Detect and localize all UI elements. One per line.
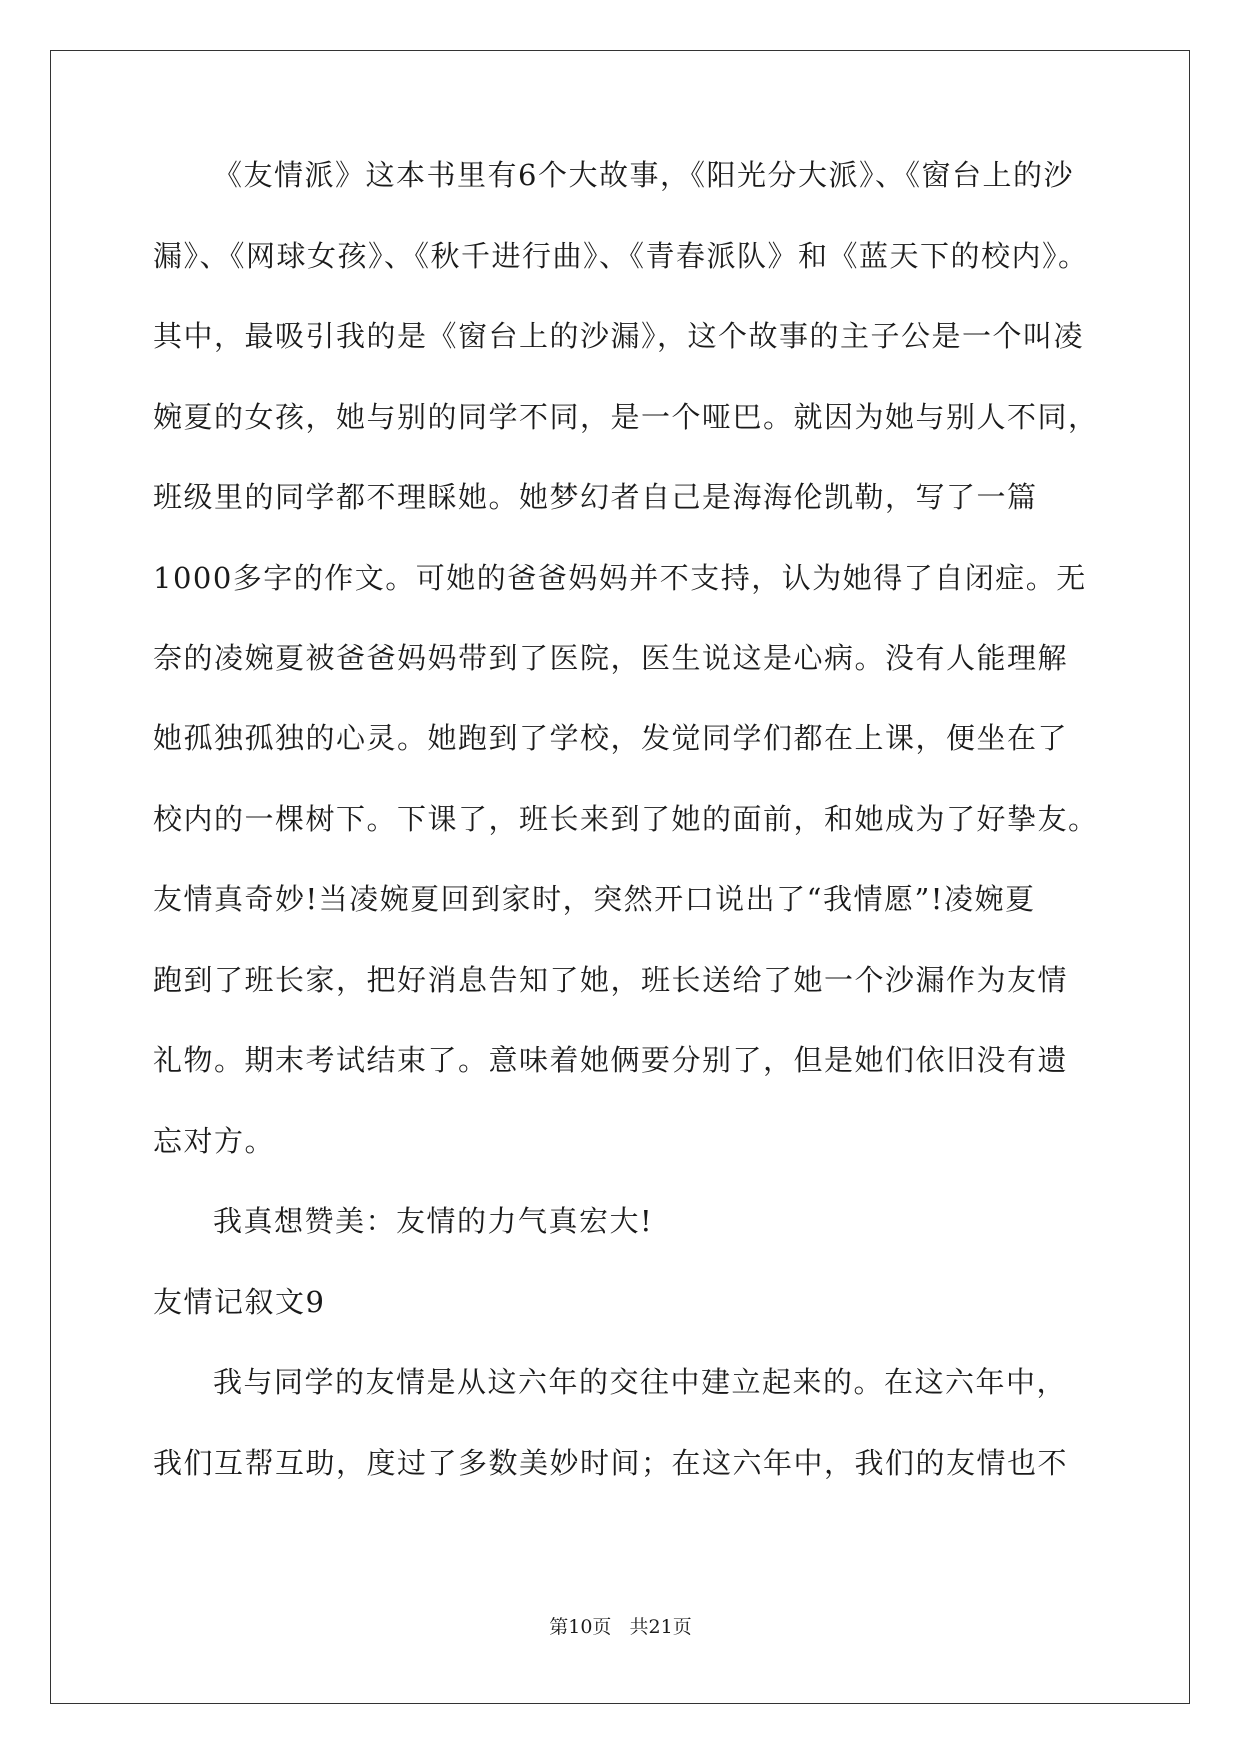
paragraph-line-8: 她孤独孤独的心灵。她跑到了学校，发觉同学们都在上课，便坐在了 [153, 721, 1069, 755]
paragraph-line-2: 漏》、《网球女孩》、《秋千进行曲》、《青春派队》和《蓝天下的校内》。 [153, 239, 1089, 273]
paragraph-line-10: 友情真奇妙!当凌婉夏回到家时，突然开口说出了“我情愿”!凌婉夏 [153, 882, 1036, 916]
paragraph-line-14: 我真想赞美：友情的力气真宏大! [213, 1204, 654, 1238]
paragraph-line-7: 奈的凌婉夏被爸爸妈妈带到了医院，医生说这是心病。没有人能理解 [153, 641, 1069, 675]
paragraph-line-15: 我与同学的友情是从这六年的交往中建立起来的。在这六年中， [213, 1365, 1068, 1399]
paragraph-line-13: 忘对方。 [153, 1124, 276, 1158]
paragraph-line-3: 其中，最吸引我的是《窗台上的沙漏》，这个故事的主子公是一个叫凌 [153, 319, 1085, 353]
paragraph-line-12: 礼物。期末考试结束了。意味着她俩要分别了，但是她们依旧没有遗 [153, 1043, 1069, 1077]
paragraph-line-9: 校内的一棵树下。下课了，班长来到了她的面前，和她成为了好挚友。 [153, 802, 1099, 836]
paragraph-line-6: 1000多字的作文。可她的爸爸妈妈并不支持，认为她得了自闭症。无 [153, 561, 1087, 595]
paragraph-line-4: 婉夏的女孩，她与别的同学不同，是一个哑巴。就因为她与别人不同， [153, 400, 1099, 434]
paragraph-line-1: 《友情派》这本书里有6个大故事，《阳光分大派》、《窗台上的沙 [213, 158, 1074, 192]
paragraph-line-16: 我们互帮互助，度过了多数美妙时间；在这六年中，我们的友情也不 [153, 1446, 1069, 1480]
section-heading: 友情记叙文9 [153, 1285, 326, 1319]
paragraph-line-5: 班级里的同学都不理睬她。她梦幻者自己是海海伦凯勒，写了一篇 [153, 480, 1038, 514]
paragraph-line-11: 跑到了班长家，把好消息告知了她，班长送给了她一个沙漏作为友情 [153, 963, 1069, 997]
page-number-footer: 第10页 共21页 [549, 1616, 692, 1638]
